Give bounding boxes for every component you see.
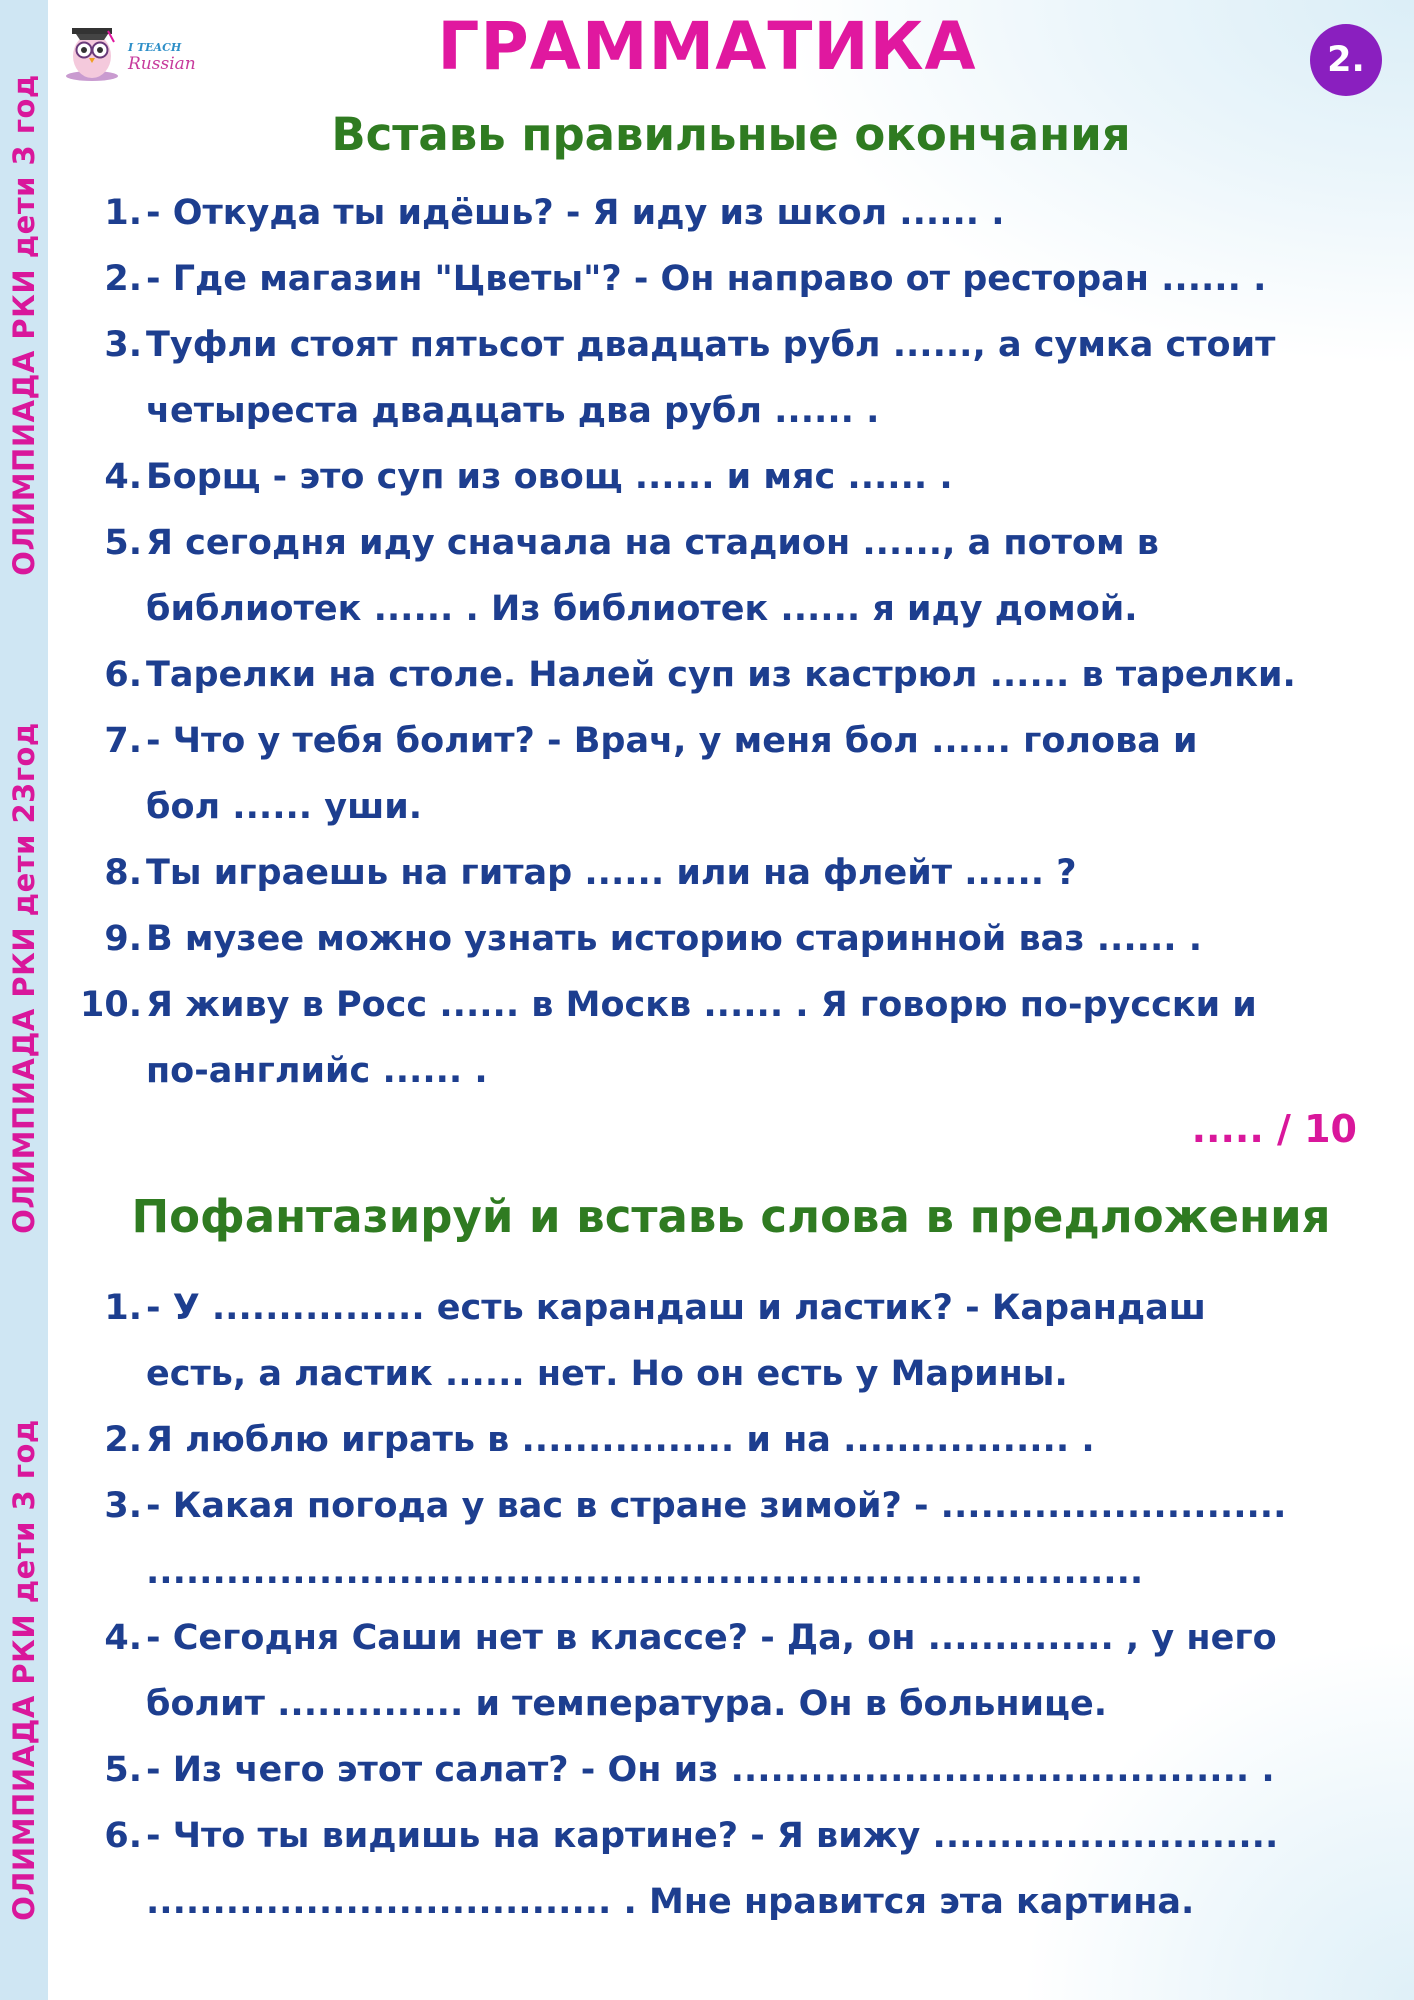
item-text: В музее можно узнать историю старинной ваз ...... . bbox=[146, 919, 1203, 959]
item-text: - Откуда ты идёшь? - Я иду из школ ...... . bbox=[146, 193, 1005, 233]
item-number: 3. bbox=[104, 325, 142, 365]
item-text: - Что ты видишь на картине? - Я вижу .......................... bbox=[146, 1816, 1279, 1856]
logo-line-1: I TEACH bbox=[128, 41, 182, 54]
item-text: по-английс ...... . bbox=[146, 1051, 488, 1091]
item-text: болит .............. и температура. Он в больнице. bbox=[146, 1684, 1108, 1724]
sidebar-label: ОЛИМПИАДА РКИ дети 3 год bbox=[7, 74, 41, 576]
item-number: 5. bbox=[104, 523, 142, 563]
item-number: 5. bbox=[104, 1750, 142, 1790]
section-1-title: Вставь правильные окончания bbox=[331, 108, 1131, 161]
item-text: ................................... . Мне нравится эта картина. bbox=[146, 1882, 1195, 1922]
item-text: - Из чего этот салат? - Он из ....................................... . bbox=[146, 1750, 1275, 1790]
item-number: 7. bbox=[104, 721, 142, 761]
item-text: Ты играешь на гитар ...... или на флейт ...... ? bbox=[146, 853, 1077, 893]
item-text: Борщ - это суп из овощ ...... и мяс ...... . bbox=[146, 457, 953, 497]
sidebar-label: ОЛИМПИАДА РКИ дети 3 год bbox=[7, 1419, 41, 1921]
item-number: 6. bbox=[104, 1816, 142, 1856]
item-number: 8. bbox=[104, 853, 142, 893]
item-number: 3. bbox=[104, 1486, 142, 1526]
item-number: 1. bbox=[104, 1288, 142, 1328]
item-text: Я живу в Росс ...... в Москв ...... . Я говорю по-русски и bbox=[146, 985, 1257, 1025]
item-text: Туфли стоят пятьсот двадцать рубл ......, а сумка стоит bbox=[146, 325, 1276, 365]
logo-line-2: Russian bbox=[128, 54, 196, 74]
item-number: 10. bbox=[79, 985, 142, 1025]
item-text: библиотек ...... . Из библиотек ...... я иду домой. bbox=[146, 589, 1138, 629]
item-text: ........................................................................... bbox=[146, 1552, 1144, 1592]
item-number: 1. bbox=[104, 193, 142, 233]
score-counter: ..... / 10 bbox=[1191, 1107, 1357, 1151]
page-title: ГРАММАТИКА bbox=[437, 8, 977, 85]
item-text: бол ...... уши. bbox=[146, 787, 423, 827]
item-number: 4. bbox=[104, 1618, 142, 1658]
item-text: - Сегодня Саши нет в классе? - Да, он .............. , у него bbox=[146, 1618, 1277, 1658]
item-text: - Где магазин "Цветы"? - Он направо от ресторан ...... . bbox=[146, 259, 1267, 299]
item-text: Я сегодня иду сначала на стадион ......, а потом в bbox=[146, 523, 1159, 563]
page-number-badge: 2. bbox=[1310, 24, 1382, 96]
item-text: Тарелки на столе. Налей суп из кастрюл ...... в тарелки. bbox=[146, 655, 1296, 695]
item-text: - Что у тебя болит? - Врач, у меня бол ...... голова и bbox=[146, 721, 1198, 761]
item-number: 6. bbox=[104, 655, 142, 695]
item-number: 2. bbox=[104, 1420, 142, 1460]
sidebar bbox=[0, 0, 48, 2000]
section-2-title: Пофантазируй и вставь слова в предложения bbox=[131, 1190, 1331, 1243]
item-text: четыреста двадцать два рубл ...... . bbox=[146, 391, 880, 431]
item-number: 4. bbox=[104, 457, 142, 497]
item-text: есть, а ластик ...... нет. Но он есть у Марины. bbox=[146, 1354, 1068, 1394]
item-number: 2. bbox=[104, 259, 142, 299]
item-text: - Какая погода у вас в стране зимой? - .......................... bbox=[146, 1486, 1287, 1526]
item-text: Я люблю играть в ................ и на ................. . bbox=[146, 1420, 1095, 1460]
item-text: - У ................ есть карандаш и ластик? - Карандаш bbox=[146, 1288, 1206, 1328]
item-number: 9. bbox=[104, 919, 142, 959]
sidebar-label: ОЛИМПИАДА РКИ дети 23год bbox=[7, 722, 41, 1234]
